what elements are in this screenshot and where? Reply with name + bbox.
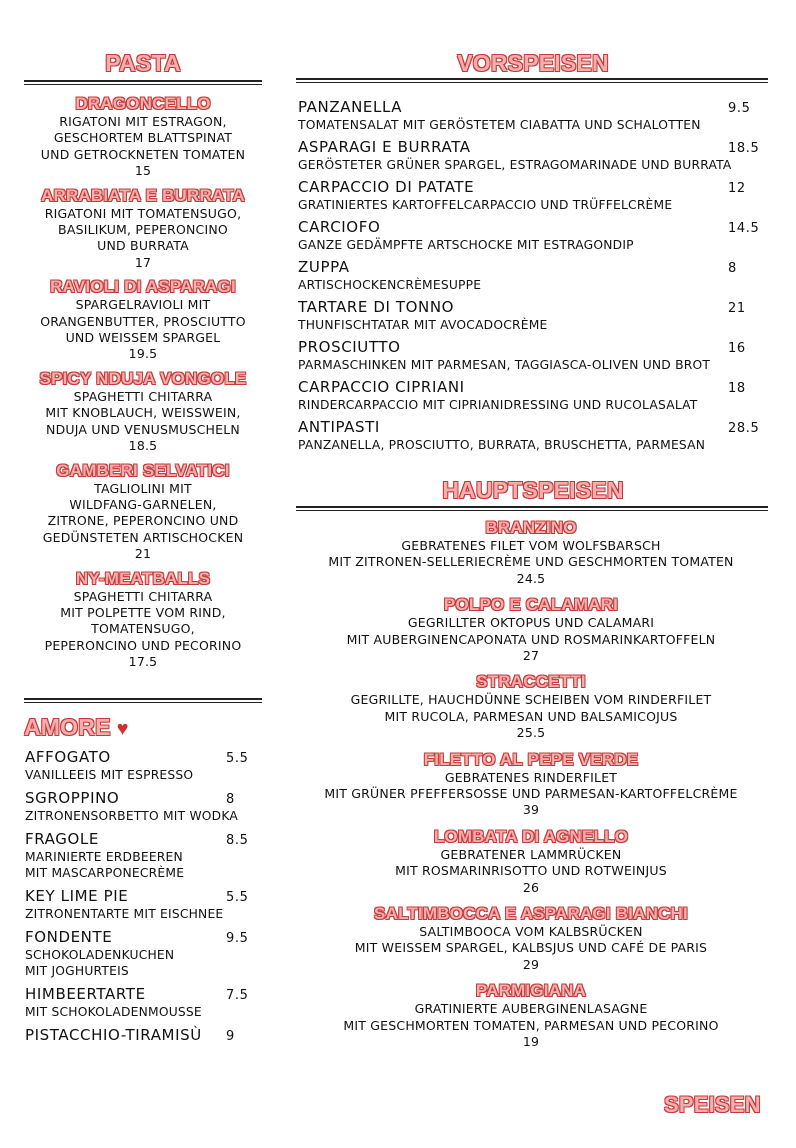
menu-item bbox=[298, 258, 764, 298]
dish-price: 8 bbox=[728, 261, 737, 276]
divider bbox=[24, 80, 262, 85]
menu-item bbox=[298, 378, 764, 418]
section-title-hauptspeisen: HAUPTSPEISEN bbox=[442, 477, 624, 503]
dish-description: ZITRONE, PEPERONCINO UND bbox=[47, 513, 239, 529]
dish-name: CARPACCIO DI PATATE bbox=[298, 178, 475, 196]
dish-price: 9.5 bbox=[728, 101, 751, 116]
section-title-vorspeisen: VORSPEISEN bbox=[457, 50, 609, 76]
dish-description: MIT ROSMARINRISOTTO UND ROTWEINJUS bbox=[395, 863, 667, 879]
menu-item bbox=[25, 1026, 265, 1045]
footer-label: SPEISEN bbox=[664, 1092, 761, 1117]
menu-item bbox=[298, 178, 764, 218]
dish-name: HIMBEERTARTE bbox=[25, 985, 146, 1003]
dish-description: SPAGHETTI CHITARRA bbox=[73, 388, 213, 404]
dish-price: 18 bbox=[728, 381, 746, 396]
dish-description: PEPERONCINO UND PECORINO bbox=[44, 637, 242, 653]
menu-item bbox=[296, 827, 766, 904]
dish-name: PISTACCHIO-TIRAMISÙ bbox=[25, 1026, 202, 1044]
dish-price: 19 bbox=[522, 1033, 540, 1049]
dish-description: MARINIERTE ERDBEEREN bbox=[25, 850, 183, 864]
dish-description: MIT WEISSEM SPARGEL, KALBSJUS UND CAFÉ DE PARIS bbox=[354, 940, 708, 956]
dish-price: 8 bbox=[226, 792, 235, 807]
menu-item bbox=[298, 298, 764, 338]
amore-list bbox=[25, 748, 265, 1051]
hauptspeisen-list bbox=[296, 518, 766, 1058]
dish-name: PROSCIUTTO bbox=[298, 338, 401, 356]
dish-description: SALTIMBOOCA VOM KALBSRÜCKEN bbox=[419, 923, 643, 939]
dish-name: FILETTO AL PEPE VERDE bbox=[423, 749, 639, 769]
menu-item bbox=[25, 985, 265, 1020]
dish-description: RIGATONI MIT TOMATENSUGO, bbox=[44, 205, 242, 221]
dish-description: UND GETROCKNETEN TOMATEN bbox=[40, 146, 246, 162]
dish-description: GEDÜNSTETEN ARTISCHOCKEN bbox=[42, 529, 244, 545]
menu-item bbox=[296, 672, 766, 749]
pasta-list bbox=[24, 94, 262, 677]
dish-description: UND WEISSEM SPARGEL bbox=[65, 330, 221, 346]
heart-icon: ♥ bbox=[116, 718, 129, 740]
menu-item bbox=[296, 904, 766, 981]
dish-name: KEY LIME PIE bbox=[25, 887, 129, 905]
dish-description: MIT ZITRONEN-SELLERIECRÈME UND GESCHMORTEN TOMATEN bbox=[328, 554, 734, 570]
menu-item bbox=[298, 218, 764, 258]
dish-description: ORANGENBUTTER, PROSCIUTTO bbox=[40, 313, 246, 329]
dish-price: 8.5 bbox=[226, 833, 249, 848]
dish-description: ZITRONENTARTE MIT EISCHNEE bbox=[25, 907, 224, 921]
dish-name: ZUPPA bbox=[298, 258, 350, 276]
dish-description: GEBRATENER LAMMRÜCKEN bbox=[440, 846, 622, 862]
dish-name: ARRABIATA E BURRATA bbox=[41, 185, 245, 205]
dish-price: 5.5 bbox=[226, 890, 249, 905]
dish-price: 29 bbox=[522, 956, 540, 972]
dish-description: THUNFISCHTATAR MIT AVOCADOCRÈME bbox=[298, 318, 548, 332]
dish-name: GAMBERI SELVATICI bbox=[56, 460, 230, 480]
dish-name: SGROPPINO bbox=[25, 789, 120, 807]
dish-description: ARTISCHOCKENCRÈMESUPPE bbox=[298, 278, 482, 292]
dish-price: 12 bbox=[728, 181, 746, 196]
dish-description: GERÖSTETER GRÜNER SPARGEL, ESTRAGOMARINADE UND BURRATA bbox=[298, 158, 732, 172]
dish-name: SPICY NDUJA VONGOLE bbox=[39, 368, 247, 388]
dish-description: GEBRATENES RINDERFILET bbox=[444, 769, 618, 785]
dish-name: ANTIPASTI bbox=[298, 418, 380, 436]
dish-price: 17.5 bbox=[128, 654, 158, 670]
dish-description: VANILLEEIS MIT ESPRESSO bbox=[25, 768, 194, 782]
menu-item bbox=[25, 887, 265, 922]
dish-price: 17 bbox=[134, 254, 152, 270]
dish-description: ZITRONENSORBETTO MIT WODKA bbox=[25, 809, 239, 823]
dish-name: PARMIGIANA bbox=[475, 981, 587, 1001]
dish-price: 25.5 bbox=[516, 725, 546, 741]
dish-name: CARPACCIO CIPRIANI bbox=[298, 378, 465, 396]
dish-description: TOMATENSUGO, bbox=[91, 621, 195, 637]
menu-item bbox=[25, 748, 265, 783]
dish-description: GANZE GEDÄMPFTE ARTSCHOCKE MIT ESTRAGONDIP bbox=[298, 238, 634, 252]
menu-item bbox=[298, 138, 764, 178]
dish-description: NDUJA UND VENUSMUSCHELN bbox=[46, 421, 240, 437]
menu-item bbox=[25, 928, 265, 979]
dish-description: UND BURRATA bbox=[97, 238, 189, 254]
dish-description: SCHOKOLADENKUCHEN bbox=[25, 948, 175, 962]
divider bbox=[296, 506, 768, 511]
section-title-pasta: PASTA bbox=[105, 50, 181, 76]
menu-item bbox=[296, 981, 766, 1058]
dish-description: MIT AUBERGINENCAPONATA UND ROSMARINKARTOFFELN bbox=[346, 631, 716, 647]
menu-item bbox=[24, 461, 262, 563]
dish-name: LOMBATA DI AGNELLO bbox=[433, 826, 629, 846]
dish-price: 21 bbox=[134, 546, 152, 562]
menu-item bbox=[25, 830, 265, 881]
dish-description: GEBRATENES FILET VOM WOLFSBARSCH bbox=[401, 538, 661, 553]
dish-price: 21 bbox=[728, 301, 746, 316]
dish-price: 27 bbox=[522, 648, 540, 663]
dish-name: RAVIOLI DI ASPARAGI bbox=[50, 277, 236, 297]
divider bbox=[24, 698, 262, 703]
menu-item bbox=[24, 369, 262, 455]
dish-description: TAGLIOLINI MIT bbox=[94, 480, 192, 496]
dish-description: MIT RUCOLA, PARMESAN UND BALSAMICOJUS bbox=[384, 708, 678, 724]
dish-description: RINDERCARPACCIO MIT CIPRIANIDRESSING UND RUCOLASALAT bbox=[298, 398, 698, 412]
dish-description: MIT GESCHMORTEN TOMATEN, PARMESAN UND PECORINO bbox=[343, 1017, 719, 1033]
dish-price: 19.5 bbox=[128, 346, 158, 362]
dish-description: MIT JOGHURTEIS bbox=[25, 964, 129, 978]
dish-name: DRAGONCELLO bbox=[75, 94, 211, 113]
dish-description: RIGATONI MIT ESTRAGON, bbox=[59, 114, 227, 129]
dish-price: 16 bbox=[728, 341, 746, 356]
divider bbox=[296, 78, 768, 83]
dish-price: 24.5 bbox=[516, 570, 546, 586]
dish-description: MIT POLPETTE VOM RIND, bbox=[60, 604, 226, 620]
dish-description: GESCHORTEM BLATTSPINAT bbox=[53, 130, 233, 146]
dish-description: GRATINIERTES KARTOFFELCARPACCIO UND TRÜFFELCRÈME bbox=[298, 198, 673, 212]
dish-name: CARCIOFO bbox=[298, 218, 381, 236]
dish-description: MIT MASCARPONECRÈME bbox=[25, 866, 185, 880]
dish-description: PARMASCHINKEN MIT PARMESAN, TAGGIASCA-OLIVEN UND BROT bbox=[298, 358, 711, 372]
menu-item bbox=[296, 518, 766, 595]
dish-name: STRACCETTI bbox=[476, 672, 586, 692]
dish-price: 18.5 bbox=[728, 141, 760, 156]
menu-item bbox=[296, 750, 766, 827]
section-title-amore bbox=[24, 714, 129, 741]
dish-description: WILDFANG-GARNELEN, bbox=[69, 496, 217, 512]
dish-name: AFFOGATO bbox=[25, 748, 111, 766]
dish-name: NY-MEATBALLS bbox=[75, 568, 211, 588]
dish-name: FRAGOLE bbox=[25, 830, 99, 848]
dish-name: FONDENTE bbox=[25, 928, 113, 946]
dish-name: ASPARAGI E BURRATA bbox=[298, 138, 471, 156]
menu-item bbox=[24, 569, 262, 671]
dish-price: 14.5 bbox=[728, 221, 760, 236]
dish-name: TARTARE DI TONNO bbox=[298, 298, 455, 316]
dish-description: BASILIKUM, PEPERONCINO bbox=[58, 222, 228, 238]
dish-description: GRATINIERTE AUBERGINENLASAGNE bbox=[414, 1001, 648, 1017]
menu-item bbox=[24, 186, 262, 272]
dish-description: GEGRILLTER OKTOPUS UND CALAMARI bbox=[407, 615, 655, 631]
dish-price: 28.5 bbox=[728, 421, 760, 436]
dish-price: 26 bbox=[522, 879, 540, 895]
dish-description: MIT GRÜNER PFEFFERSOSSE UND PARMESAN-KARTOFFELCRÈME bbox=[324, 785, 738, 801]
dish-name: POLPO E CALAMARI bbox=[443, 595, 619, 615]
dish-name: SALTIMBOCCA E ASPARAGI BIANCHI bbox=[374, 903, 688, 923]
menu-item bbox=[298, 338, 764, 378]
dish-price: 18.5 bbox=[128, 438, 158, 454]
menu-item bbox=[24, 94, 262, 180]
menu-item bbox=[298, 98, 764, 138]
menu-item bbox=[24, 277, 262, 363]
dish-name: BRANZINO bbox=[485, 518, 577, 537]
dish-price: 9 bbox=[226, 1029, 235, 1044]
dish-description: PANZANELLA, PROSCIUTTO, BURRATA, BRUSCHETTA, PARMESAN bbox=[298, 438, 706, 452]
dish-description: MIT KNOBLAUCH, WEISSWEIN, bbox=[45, 405, 241, 421]
dish-description: MIT SCHOKOLADENMOUSSE bbox=[25, 1005, 202, 1019]
dish-price: 5.5 bbox=[226, 751, 249, 766]
menu-item bbox=[296, 595, 766, 672]
dish-description: SPARGELRAVIOLI MIT bbox=[75, 297, 211, 313]
dish-description: TOMATENSALAT MIT GERÖSTETEM CIABATTA UND SCHALOTTEN bbox=[298, 118, 701, 132]
dish-description: GEGRILLTE, HAUCHDÜNNE SCHEIBEN VOM RINDERFILET bbox=[350, 692, 712, 708]
dish-price: 39 bbox=[522, 802, 540, 818]
dish-price: 7.5 bbox=[226, 988, 249, 1003]
dish-name: PANZANELLA bbox=[298, 98, 403, 116]
menu-item bbox=[25, 789, 265, 824]
dish-price: 15 bbox=[134, 163, 152, 179]
vorspeisen-list bbox=[298, 98, 764, 458]
menu-item bbox=[298, 418, 764, 458]
dish-price: 9.5 bbox=[226, 931, 249, 946]
dish-description: SPAGHETTI CHITARRA bbox=[73, 588, 213, 604]
amore-label: AMORE bbox=[24, 714, 111, 740]
